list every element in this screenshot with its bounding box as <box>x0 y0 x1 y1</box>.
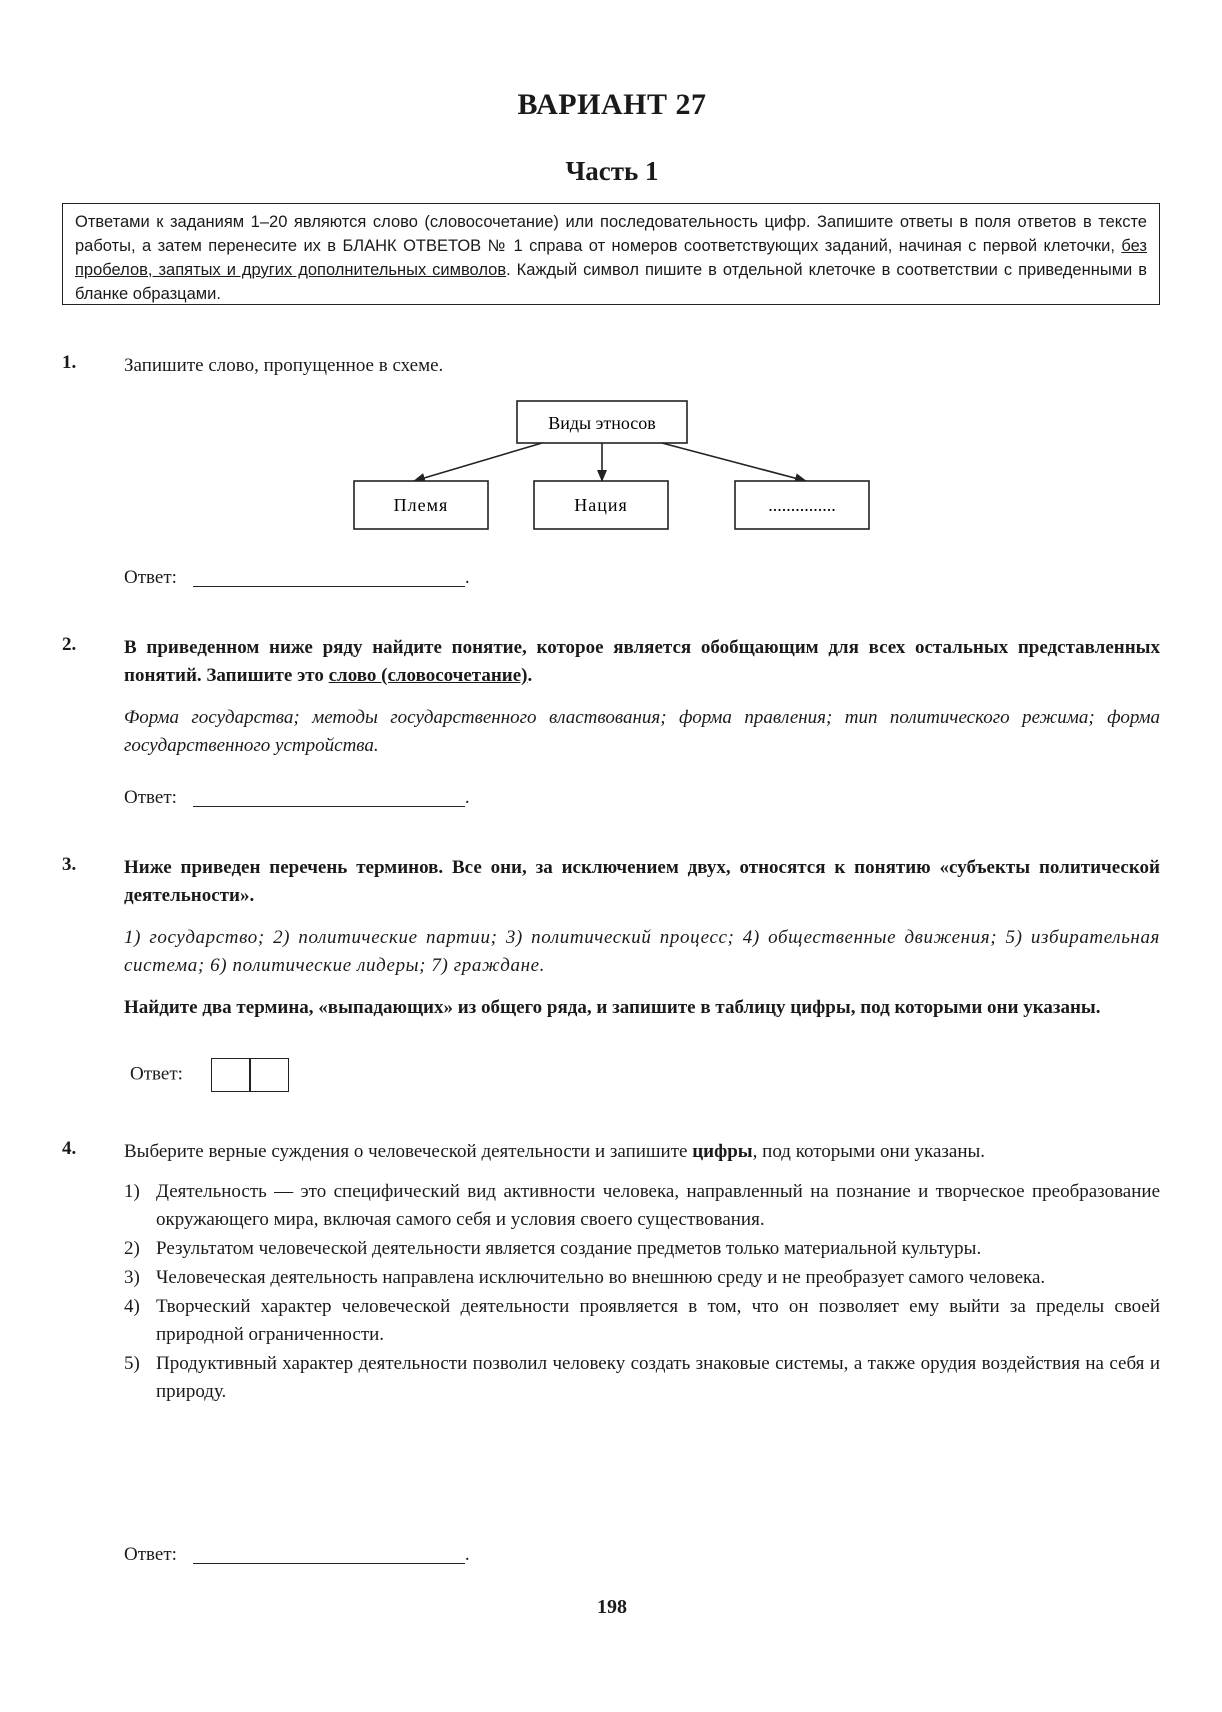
diagram-arrow-right <box>662 443 806 481</box>
instructions-box <box>62 203 1160 305</box>
answer-3 <box>130 1058 289 1092</box>
question-number: 3. <box>62 854 77 875</box>
question-4-body <box>124 1138 1160 1407</box>
diagram-root-label: Виды этносов <box>548 413 656 433</box>
question-text: Выберите верные суждения о человеческой деятельности и запишите цифры, под которыми они указаны. <box>124 1141 986 1162</box>
answer-4: Ответ: . <box>124 1544 470 1565</box>
question-text: Ниже приведен перечень терминов. Все они, за исключением двух, относятся к понятию «субъекты политической деятельности». <box>124 857 1160 906</box>
answer-3-table <box>211 1058 289 1092</box>
concept-list: Форма государства; методы государственного властвования; форма правления; тип политического режима; форма государственного устройства. <box>124 707 1160 756</box>
instructions-text-end: . Каждый символ пишите в отдельной клеточке в соответствии с приведенными в бланке образцами. <box>75 261 1147 303</box>
answer-cell[interactable] <box>249 1058 289 1092</box>
answer-2-field[interactable] <box>193 786 465 807</box>
diagram-label-missing: ............... <box>768 495 836 515</box>
answer-1: Ответ: . <box>124 567 470 588</box>
question-number: 4. <box>62 1138 77 1159</box>
part-title: Часть 1 <box>565 156 659 186</box>
list-item: 4) Творческий характер человеческой деятельности проявляется в том, что он позволяет ему выйти за пределы своей природной ограниченности. <box>124 1296 1160 1345</box>
question-emphasis: слово (словосочетание) <box>328 665 528 686</box>
question-2-body <box>124 634 1160 774</box>
answer-label: Ответ: <box>124 567 177 588</box>
list-item: 3) Человеческая деятельность направлена исключительно во внешнюю среду и не преобразует самого человека. <box>124 1267 1046 1288</box>
question-task: Найдите два термина, «выпадающих» из общего ряда, и запишите в таблицу цифры, под которыми они указаны. <box>124 997 1101 1018</box>
options-list <box>124 1178 1160 1406</box>
answer-cell[interactable] <box>211 1058 251 1092</box>
list-item: 5) Продуктивный характер деятельности позволил человеку создать знаковые системы, а также орудия воздействия на себя и природу. <box>124 1353 1160 1402</box>
question-text: В приведенном ниже ряду найдите понятие, которое является обобщающим для всех остальных представленных понятий. Запишите это слово (словосочетание). <box>124 637 1160 686</box>
diagram-arrow-left <box>414 443 542 481</box>
question-3-body <box>124 854 1160 1036</box>
answer-label: Ответ: <box>124 787 177 808</box>
variant-title: ВАРИАНТ 27 <box>517 88 707 121</box>
list-item: 1) Деятельность — это специфический вид активности человека, направленный на познание и творческое преобразование окружающего мира, включая самого себя и условия своего существования. <box>124 1181 1160 1230</box>
page-number: 198 <box>597 1596 627 1618</box>
answer-4-field[interactable] <box>193 1543 465 1564</box>
diagram-label-nation: Нация <box>574 495 628 515</box>
question-number: 2. <box>62 634 77 655</box>
list-item: 2) Результатом человеческой деятельности является создание предметов только материальной культуры. <box>124 1238 982 1259</box>
term-list: 1) государство; 2) политические партии; 3) политический процесс; 4) общественные движения; 5) избирательная система; 6) политические лидеры; 7) граждане. <box>124 927 1160 976</box>
diagram-label-tribe: Племя <box>393 495 449 515</box>
answer-label: Ответ: <box>130 1063 183 1085</box>
question-number: 1. <box>62 352 77 373</box>
ethnos-diagram <box>62 395 1162 545</box>
question-emphasis: цифры <box>692 1141 753 1162</box>
question-text: Запишите слово, пропущенное в схеме. <box>124 355 444 376</box>
instructions-underlined: без пробелов, запятых и других дополнительных символов <box>75 237 1147 279</box>
answer-1-field[interactable] <box>193 566 465 587</box>
answer-2: Ответ: . <box>124 787 470 808</box>
instructions-text: Ответами к заданиям 1–20 являются слово (словосочетание) или последовательность цифр. Запишите ответы в поля ответов в тексте работы, а затем перенесите их в БЛАНК ОТВЕТОВ № 1 справа от номеров соответствующих заданий, начиная с первой клеточки, <box>75 213 1147 255</box>
answer-label: Ответ: <box>124 1544 177 1565</box>
